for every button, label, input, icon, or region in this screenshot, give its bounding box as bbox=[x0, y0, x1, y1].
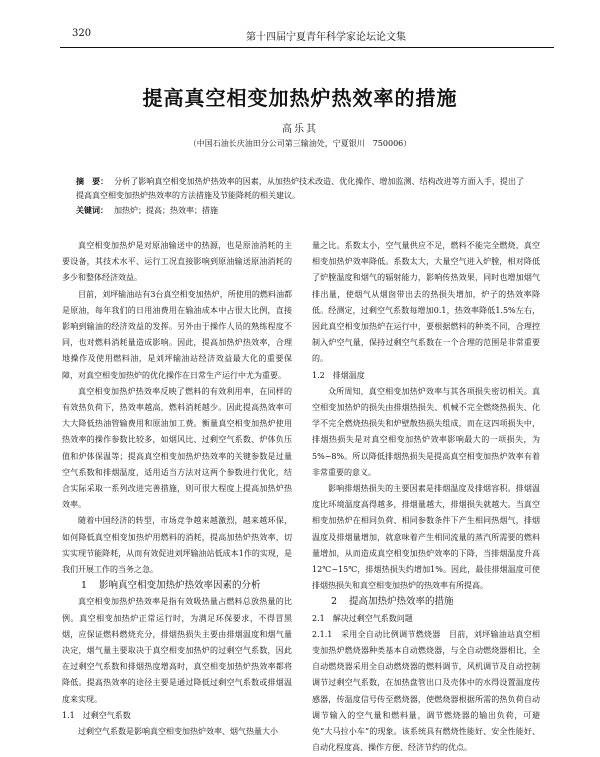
section-number: 2 bbox=[331, 596, 338, 608]
paragraph: 众所周知，真空相变加热炉效率与其各项损失密切相关。真空相变加热炉的损失由排烟热损失、机械不完全燃烧热损失、化学不完全燃烧热损失和炉壁散热损失组成，而在这四项损失中，排烟热损失是对真空相变加热炉效率影响最大的一项损失，为5%~8%。所以降低排烟热损失是提高真空相变加热炉效率有着非常重要的意义。 bbox=[312, 386, 540, 477]
page-number: 320 bbox=[72, 28, 92, 39]
author: 高乐其 bbox=[282, 124, 318, 135]
subsection-heading: 2.1 解决过剩空气系数问题 bbox=[312, 613, 413, 623]
subsection-heading: 1.1 过剩空气系数 bbox=[62, 710, 131, 720]
journal-name: 第十四届宁夏青年科学家论坛论文集 bbox=[246, 32, 406, 43]
section-title: 提高加热炉热效率的措施 bbox=[349, 596, 454, 608]
right-column bbox=[312, 238, 540, 757]
paragraph: 随着中国经济的转型，市场竞争越来越激烈，越来越环保，如何降低真空相变加热炉用燃料的消耗，提高加热炉热效率，切实实现节能降耗，从而有效促进刘坪输油站低成本1作的实现，是我们开展工作的当务之急。 bbox=[62, 516, 292, 575]
keywords bbox=[76, 203, 524, 218]
header-rule bbox=[60, 47, 554, 48]
abstract bbox=[76, 174, 524, 203]
affiliation: （中国石油长庆油田分公司第三输油处，宁夏银川 750006） bbox=[188, 139, 412, 148]
paragraph: 真空相变加热炉热效率反映了燃料的有效利用率，在同样的有效热负荷下，热效率越高，燃料消耗越少。因此提高热效率可大大降低热油管输费用和原油加工费。衡量真空相变加热炉使用热效率的操作参数比较多，如烟风比、过剩空气系数、炉体负压值和炉体保温等；提高真空相变加热炉热效率的关键参数是过量空气系数和排烟温度，适用适当方法对这两个参数进行优化，结合实际采取一系列改进完善措施，则可很大程度上提高加热炉热效率。 bbox=[62, 386, 292, 510]
paragraph: 真空相变加热炉是对原油输送中的热源，也是原油消耗的主要设备，其技术水平、运行工况直接影响到原油输送原油消耗的多少和整体经济效益。 bbox=[62, 241, 292, 283]
abstract-text: 分析了影响真空相变加热炉热效率的因素，从加热炉技术改造、优化操作、增加监测、结构改进等方面入手，提出了提高真空相变加热炉热效率的方法措施及节能降耗的相关建议。 bbox=[76, 177, 525, 200]
section-number: 1 bbox=[81, 580, 88, 592]
subsection-heading: 1.2 排烟温度 bbox=[312, 370, 365, 380]
paragraph: 真空相变加热炉热效率是指有效吸热量占燃料总放热量的比例。真空相变加热炉正常运行时，为满足环保要求，不得冒黑烟，应保证燃料燃烧充分，排烟热损失主要由排烟温度和烟气量决定，烟气量主要取决于真空相变加热炉的过剩空气系数，因此在过剩空气系数和排烟热度增高时，真空相变加热炉热效率都将降低。提高热效率的途径主要是通过降低过剩空气系数或排烟温度来实现。 bbox=[62, 597, 292, 704]
left-column bbox=[62, 238, 292, 740]
paragraph: 量之比。系数太小，空气量供应不足，燃料不能完全燃烧，真空相变加热炉效率降低。系数太大，大量空气进入炉膛，相对降低了炉膛温度和烟气的辐射能力，影响传热效果，同时也增加烟气排出量，使烟气从烟囱带出去的热损失增加，炉子的热效率降低。经测定，过剩空气系数每增加0.1，热效率降低1.5%左右，因此真空相变加热炉在运行中，要根据燃料的种类不同，合理控制入炉空气量，保持过剩空气系数在一个合理的范围是非常重要的。 bbox=[312, 241, 540, 364]
paper-title: 提高真空相变加热炉热效率的措施 bbox=[142, 86, 458, 110]
section-heading-2 bbox=[312, 594, 540, 610]
keywords-text: 加热炉；提高；热效率；措施 bbox=[114, 206, 218, 215]
section-heading-1 bbox=[62, 578, 292, 594]
running-header bbox=[72, 28, 540, 44]
section-title: 影响真空相变加热炉热效率因素的分析 bbox=[99, 580, 261, 592]
paragraph: 2.1.1 采用全自动比例调节燃烧器 目前，刘坪输油站真空相变加热炉燃烧器种类基本自动燃烧器，与全自动燃烧器相比，全自动燃烧器采用全自动燃烧器的燃料调节，风机调节及自动控制调节过剩空气系数，在加热盘管出口及壳体中的水得设置温度传感器，传温度信号传至燃烧器，使燃烧器根据所需的热负荷自动调节输入的空气量和燃料量，调节燃烧器的输出负荷，可避免“大马拉小车”的现象。该系统具有燃烧性能好、安全性能好、自动化程度高、操作方便、经济节约的优点。 bbox=[312, 629, 540, 753]
keywords-label: 关键词： bbox=[76, 205, 108, 215]
paragraph: 过剩空气系数是影响真空相变加热炉效率、烟气热量大小 bbox=[78, 727, 278, 737]
abstract-label: 摘 要： bbox=[76, 176, 109, 186]
paragraph: 目前，刘坪输油站有3台真空相变加热炉，所使用的燃料油都是原油，每年我们的日用油费用在输油成本中占很大比例，直接影响到输油的经济效益的发挥。另外由于操作人员的熟练程度不同，也对燃料消耗量造成影响。因此，提高加热炉热效率，合理地操作及使用燃料油，是刘坪输油站经济效益最大化的重要保障，对真空相变加热炉的优化操作在日常生产运行中尤为重要。 bbox=[62, 289, 292, 380]
paragraph: 影响排烟热损失的主要因素是排烟温度及排烟容积。排烟温度比环境温度高得越多，排烟量越大，排烟损失就越大。当真空相变加热炉在相同负荷、相同参数条件下产生相同热烟气，排烟温度及排烟量增加，就意味着产生相同流量的蒸汽所需要的燃料量增加，从而造成真空相变加热炉效率的下降，当排烟温度升高12℃~15℃，排烟热损失约增加1%。因此，最佳排烟温度可使排烟热损失和真空相变加热炉的热效率有所提高。 bbox=[312, 484, 540, 591]
